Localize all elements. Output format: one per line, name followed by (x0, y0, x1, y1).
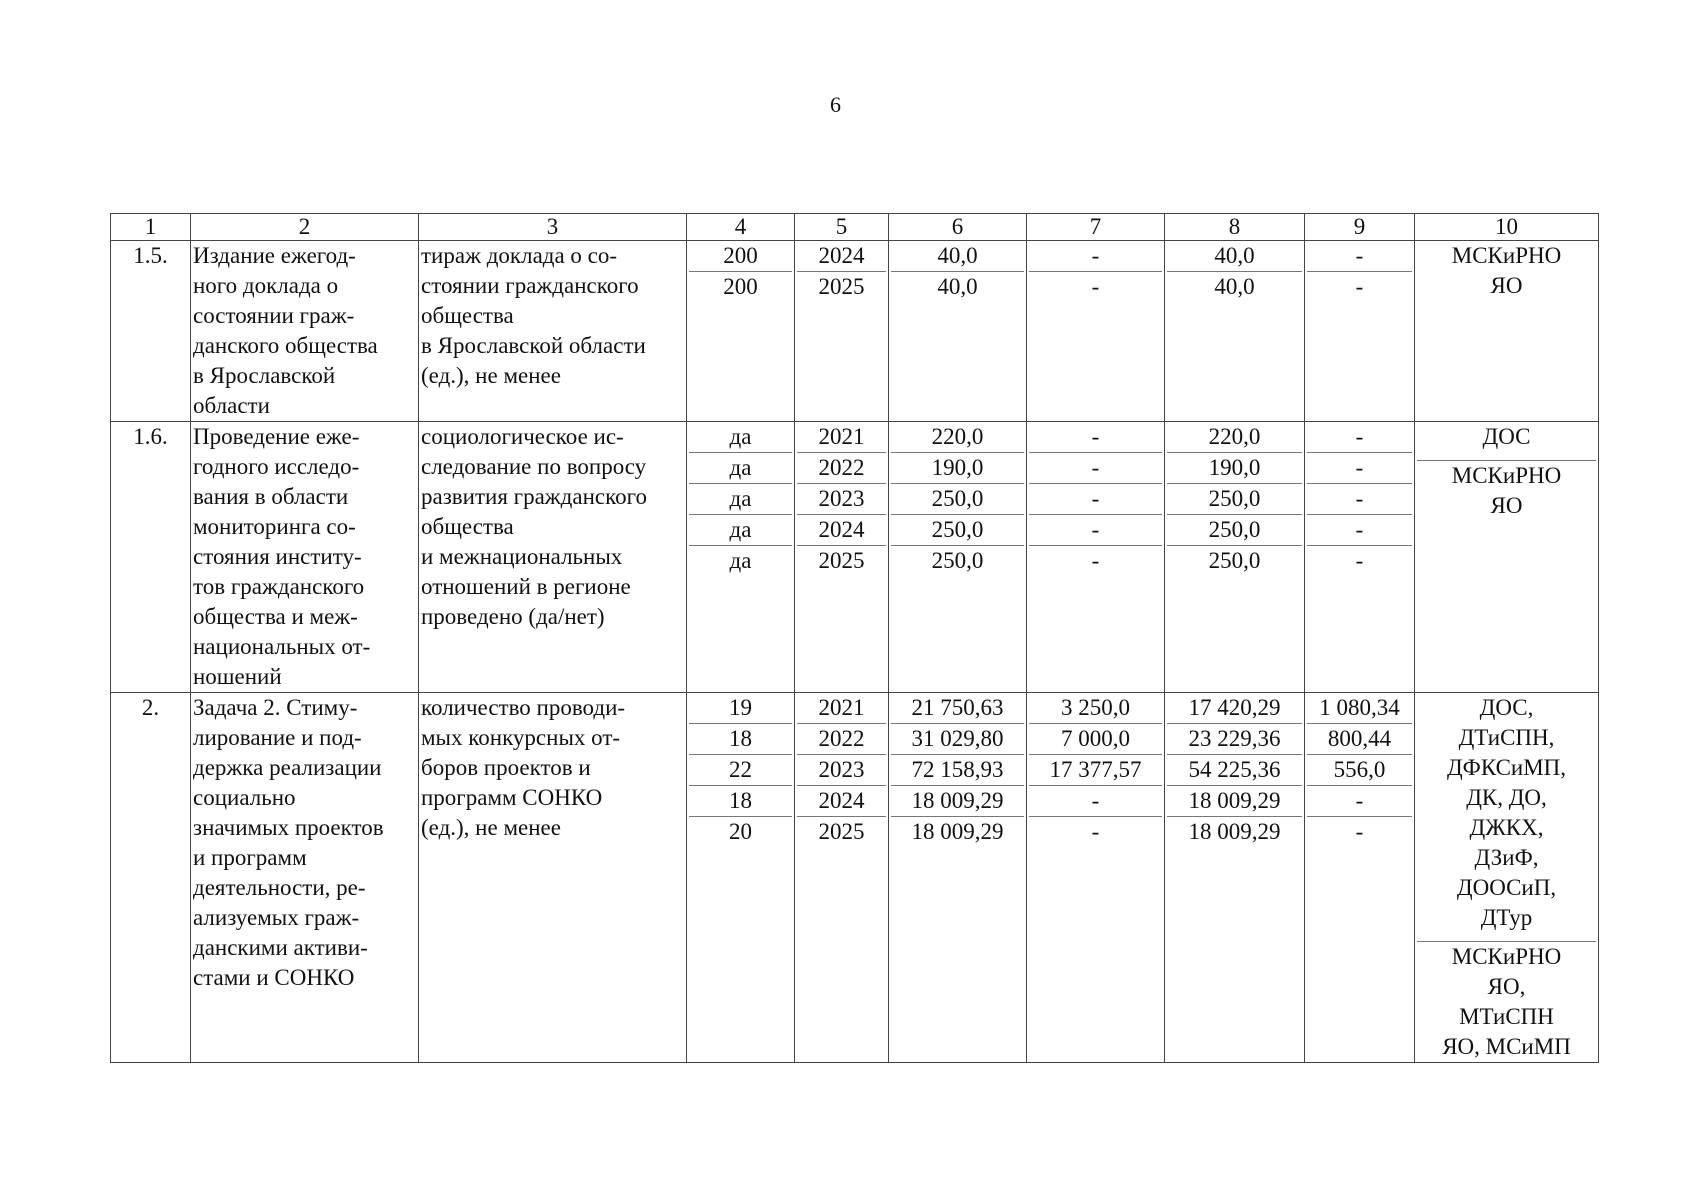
executor-block (1417, 460, 1596, 521)
executor-line: МТиСПН (1459, 1004, 1554, 1029)
executor-line: ДООСиП, (1456, 875, 1557, 900)
column-header: 3 (419, 214, 687, 241)
value-total: 18 009,29 (891, 785, 1024, 816)
row-number (111, 422, 191, 693)
executor-line: ДЗиФ, (1474, 845, 1539, 870)
activity-name-line: в Ярославской (193, 363, 336, 388)
executor-block (1417, 693, 1596, 933)
value-year: 2021 (818, 695, 865, 720)
values-plan (687, 422, 795, 693)
activity-name-line: данского общества (193, 333, 378, 358)
activity-name-line: данскими активи- (193, 935, 368, 960)
value-fed: - (1091, 424, 1100, 449)
activity-name-line: состоянии граж- (193, 303, 355, 328)
value-plan: 18 (689, 785, 792, 816)
value-total: 220,0 (931, 424, 984, 449)
executor-line: ЯО (1490, 493, 1523, 518)
value-fed: - (1029, 271, 1162, 302)
row-number-line: 1.5. (133, 243, 168, 268)
executor-block (1417, 241, 1596, 301)
executor-block (1417, 422, 1596, 452)
activity-name-line: ализуемых граж- (193, 905, 360, 930)
activity-name-line: стояния институ- (193, 544, 362, 569)
value-reg: 250,0 (1167, 514, 1302, 545)
activity-name-line: вания в области (193, 484, 349, 509)
page-number: 6 (830, 92, 841, 117)
value-other: - (1307, 514, 1412, 545)
activity-name-line: значимых проектов (193, 815, 384, 840)
value-total: 31 029,80 (891, 723, 1024, 754)
executor-line: МСКиРНО (1451, 243, 1562, 268)
values-total (889, 241, 1027, 422)
value-reg: 220,0 (1208, 424, 1261, 449)
value-other: - (1355, 424, 1364, 449)
value-reg: 250,0 (1167, 545, 1302, 576)
activity-name-line: национальных от- (193, 634, 371, 659)
activity-name-line: социально (193, 785, 296, 810)
indicator-text-line: следование по вопросу (421, 454, 647, 479)
row-number-line: 1.6. (133, 424, 168, 449)
value-total: 18 009,29 (891, 816, 1024, 847)
indicator-text-line: общества (421, 303, 514, 328)
indicator-text-line: мых конкурсных от- (421, 725, 621, 750)
values-year (795, 422, 889, 693)
values-year (795, 241, 889, 422)
value-other: - (1307, 452, 1412, 483)
value-other: - (1307, 785, 1412, 816)
value-other: - (1307, 816, 1412, 847)
column-header: 2 (191, 214, 419, 241)
value-year: 2023 (797, 754, 886, 785)
value-year: 2025 (797, 545, 886, 576)
value-total: 250,0 (891, 514, 1024, 545)
activity-name (191, 693, 419, 1063)
value-plan: 200 (723, 243, 758, 268)
indicator-text-line: отношений в регионе (421, 574, 631, 599)
value-fed: - (1091, 243, 1100, 268)
executor-line: ДК, ДО, (1466, 785, 1547, 810)
activity-name-line: мониторинга со- (193, 514, 356, 539)
value-other: - (1355, 243, 1364, 268)
values-year (795, 693, 889, 1063)
values-reg (1165, 422, 1305, 693)
activity-name-line: общества и меж- (193, 604, 358, 629)
value-plan: да (729, 424, 752, 449)
value-plan: 22 (689, 754, 792, 785)
header-row (111, 214, 1599, 241)
value-year: 2024 (818, 243, 865, 268)
executors (1415, 693, 1599, 1063)
value-fed: - (1029, 483, 1162, 514)
activity-name-line: ношений (193, 664, 282, 689)
value-total: 72 158,93 (891, 754, 1024, 785)
value-reg: 23 229,36 (1167, 723, 1302, 754)
value-other: - (1307, 483, 1412, 514)
indicator-text-line: стоянии гражданского (421, 273, 639, 298)
indicator-text-line: общества (421, 514, 514, 539)
value-fed: - (1029, 816, 1162, 847)
executors (1415, 422, 1599, 693)
indicator-text-line: (ед.), не менее (421, 363, 561, 388)
values-reg (1165, 241, 1305, 422)
indicator-text-line: в Ярославской области (421, 333, 646, 358)
value-year: 2021 (818, 424, 865, 449)
value-year: 2024 (797, 785, 886, 816)
values-fed (1027, 241, 1165, 422)
value-reg: 250,0 (1167, 483, 1302, 514)
value-fed: - (1029, 545, 1162, 576)
value-reg: 40,0 (1167, 271, 1302, 302)
column-header: 10 (1415, 214, 1599, 241)
values-reg (1165, 693, 1305, 1063)
value-other: - (1307, 271, 1412, 302)
activity-name-line: ного доклада о (193, 273, 339, 298)
values-fed (1027, 422, 1165, 693)
executor-line: ЯО, МСиМП (1442, 1034, 1571, 1059)
executor-line: ЯО (1490, 273, 1523, 298)
value-plan: 20 (689, 816, 792, 847)
indicator-text-line: проведено (да/нет) (421, 604, 605, 629)
value-total: 250,0 (891, 483, 1024, 514)
value-total: 21 750,63 (911, 695, 1004, 720)
value-year: 2025 (797, 271, 886, 302)
value-year: 2024 (797, 514, 886, 545)
values-total (889, 422, 1027, 693)
indicator-text (419, 693, 687, 1063)
indicator-text (419, 422, 687, 693)
column-header: 6 (889, 214, 1027, 241)
indicator-text (419, 241, 687, 422)
indicator-text-line: тираж доклада о со- (421, 243, 618, 268)
values-other (1305, 241, 1415, 422)
value-year: 2023 (797, 483, 886, 514)
value-plan: 18 (689, 723, 792, 754)
executor-line: МСКиРНО (1451, 463, 1562, 488)
indicator-text-line: программ СОНКО (421, 785, 603, 810)
row-number (111, 693, 191, 1063)
column-header: 8 (1165, 214, 1305, 241)
executor-line: ДОС (1482, 424, 1531, 449)
value-other: 800,44 (1307, 723, 1412, 754)
column-header: 4 (687, 214, 795, 241)
table-row (111, 422, 1599, 693)
value-total: 40,0 (937, 243, 978, 268)
row-number-line: 2. (141, 695, 160, 720)
column-header: 1 (111, 214, 191, 241)
value-year: 2022 (797, 723, 886, 754)
indicator-text-line: и межнациональных (421, 544, 623, 569)
indicator-text-line: развития гражданского (421, 484, 647, 509)
value-plan: да (689, 514, 792, 545)
value-year: 2022 (797, 452, 886, 483)
value-plan: 200 (689, 271, 792, 302)
value-fed: - (1029, 452, 1162, 483)
value-fed: 17 377,57 (1029, 754, 1162, 785)
indicator-text-line: боров проектов и (421, 755, 591, 780)
value-total: 190,0 (891, 452, 1024, 483)
activity-name-line: и программ (193, 845, 307, 870)
value-reg: 54 225,36 (1167, 754, 1302, 785)
column-header: 7 (1027, 214, 1165, 241)
activity-name (191, 241, 419, 422)
program-table (110, 213, 1599, 1063)
activity-name-line: годного исследо- (193, 454, 360, 479)
value-total: 250,0 (891, 545, 1024, 576)
table-row (111, 693, 1599, 1063)
activity-name-line: области (193, 393, 270, 418)
activity-name-line: тов гражданского (193, 574, 365, 599)
value-fed: - (1029, 514, 1162, 545)
value-fed: 3 250,0 (1061, 695, 1130, 720)
value-plan: да (689, 545, 792, 576)
executor-line: МСКиРНО (1451, 944, 1562, 969)
executor-line: ЯО, (1487, 974, 1526, 999)
value-reg: 190,0 (1167, 452, 1302, 483)
activity-name-line: Проведение еже- (193, 424, 360, 449)
value-plan: 19 (729, 695, 752, 720)
executor-line: ДФКСиМП, (1446, 755, 1567, 780)
value-plan: да (689, 452, 792, 483)
activity-name-line: стами и СОНКО (193, 965, 355, 990)
value-reg: 18 009,29 (1167, 785, 1302, 816)
executor-line: ДЖКХ, (1469, 815, 1544, 840)
column-header: 5 (795, 214, 889, 241)
indicator-text-line: социологическое ис- (421, 424, 624, 449)
executor-block (1417, 941, 1596, 1062)
values-plan (687, 241, 795, 422)
activity-name-line: деятельности, ре- (193, 875, 366, 900)
activity-name-line: лирование и под- (193, 725, 362, 750)
row-number (111, 241, 191, 422)
values-total (889, 693, 1027, 1063)
value-total: 40,0 (891, 271, 1024, 302)
activity-name-line: Издание ежегод- (193, 243, 356, 268)
executor-line: ДОС, (1479, 695, 1534, 720)
indicator-text-line: (ед.), не менее (421, 815, 561, 840)
executor-line: ДТур (1480, 905, 1533, 930)
value-reg: 17 420,29 (1188, 695, 1281, 720)
value-fed: - (1029, 785, 1162, 816)
value-other: - (1307, 545, 1412, 576)
value-reg: 40,0 (1214, 243, 1255, 268)
executors (1415, 241, 1599, 422)
values-other (1305, 693, 1415, 1063)
value-fed: 7 000,0 (1029, 723, 1162, 754)
value-other: 1 080,34 (1319, 695, 1400, 720)
value-reg: 18 009,29 (1167, 816, 1302, 847)
values-other (1305, 422, 1415, 693)
column-header: 9 (1305, 214, 1415, 241)
executor-line: ДТиСПН, (1458, 725, 1555, 750)
value-year: 2025 (797, 816, 886, 847)
activity-name (191, 422, 419, 693)
values-plan (687, 693, 795, 1063)
indicator-text-line: количество проводи- (421, 695, 626, 720)
values-fed (1027, 693, 1165, 1063)
value-plan: да (689, 483, 792, 514)
table-row (111, 241, 1599, 422)
value-other: 556,0 (1307, 754, 1412, 785)
activity-name-line: Задача 2. Стиму- (193, 695, 358, 720)
activity-name-line: держка реализации (193, 755, 382, 780)
